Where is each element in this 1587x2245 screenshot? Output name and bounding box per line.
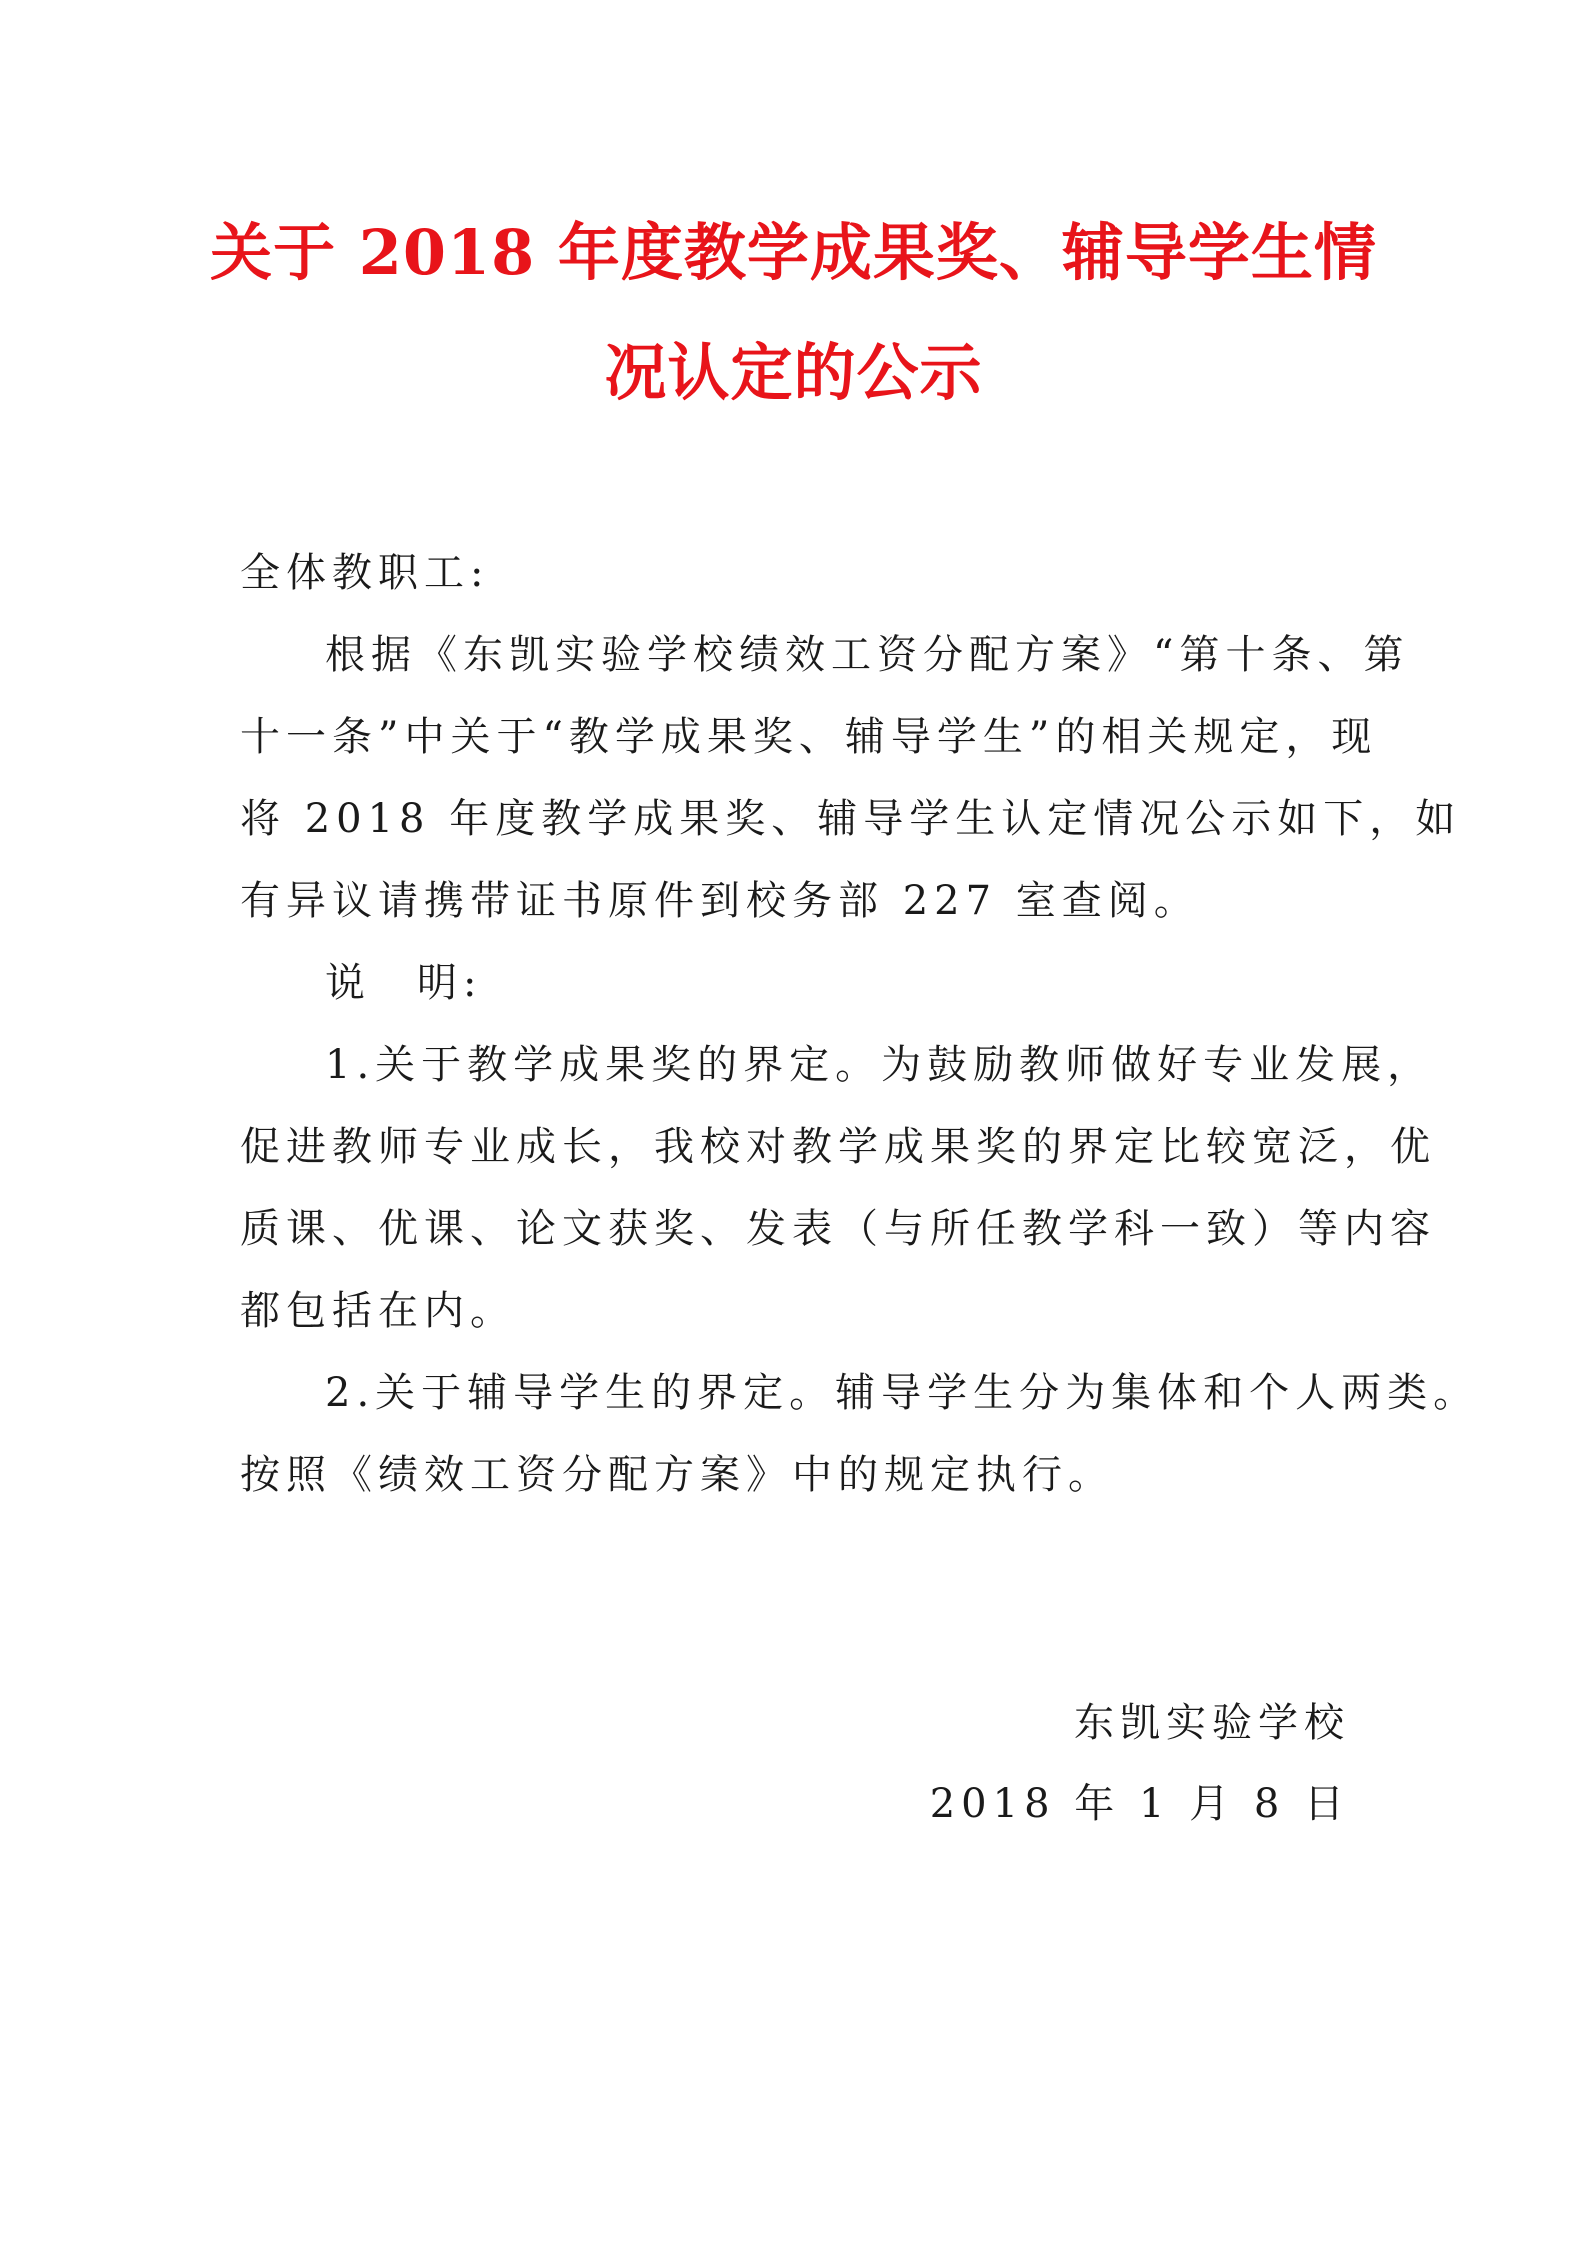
note-1-line-3: 质课、优课、论文获奖、发表（与所任教学科一致）等内容 bbox=[240, 1206, 1436, 1252]
signature-organization: 东凯实验学校 bbox=[1074, 1700, 1350, 1746]
note-1-line-2: 促进教师专业成长，我校对教学成果奖的界定比较宽泛，优 bbox=[240, 1124, 1436, 1170]
salutation: 全体教职工: bbox=[240, 550, 490, 596]
note-1-line-4: 都包括在内。 bbox=[240, 1288, 516, 1334]
note-2-line-1: 2.关于辅导学生的界定。辅导学生分为集体和个人两类。 bbox=[325, 1370, 1480, 1416]
document-title-line-2: 况认定的公示 bbox=[604, 336, 983, 409]
paragraph-1-line-3: 将 2018 年度教学成果奖、辅导学生认定情况公示如下，如 bbox=[240, 796, 1462, 842]
document-title-line-1: 关于 2018 年度教学成果奖、辅导学生情 bbox=[210, 216, 1377, 289]
paragraph-1-line-1: 根据《东凯实验学校绩效工资分配方案》“第十条、第 bbox=[325, 632, 1410, 678]
notes-heading: 说 明: bbox=[325, 960, 483, 1006]
note-2-line-2: 按照《绩效工资分配方案》中的规定执行。 bbox=[240, 1452, 1114, 1498]
signature-date: 2018 年 1 月 8 日 bbox=[929, 1781, 1350, 1827]
note-1-line-1: 1.关于教学成果奖的界定。为鼓励教师做好专业发展， bbox=[325, 1042, 1434, 1088]
paragraph-1-line-4: 有异议请携带证书原件到校务部 227 室查阅。 bbox=[240, 878, 1200, 924]
paragraph-1-line-2: 十一条”中关于“教学成果奖、辅导学生”的相关规定，现 bbox=[240, 714, 1378, 760]
